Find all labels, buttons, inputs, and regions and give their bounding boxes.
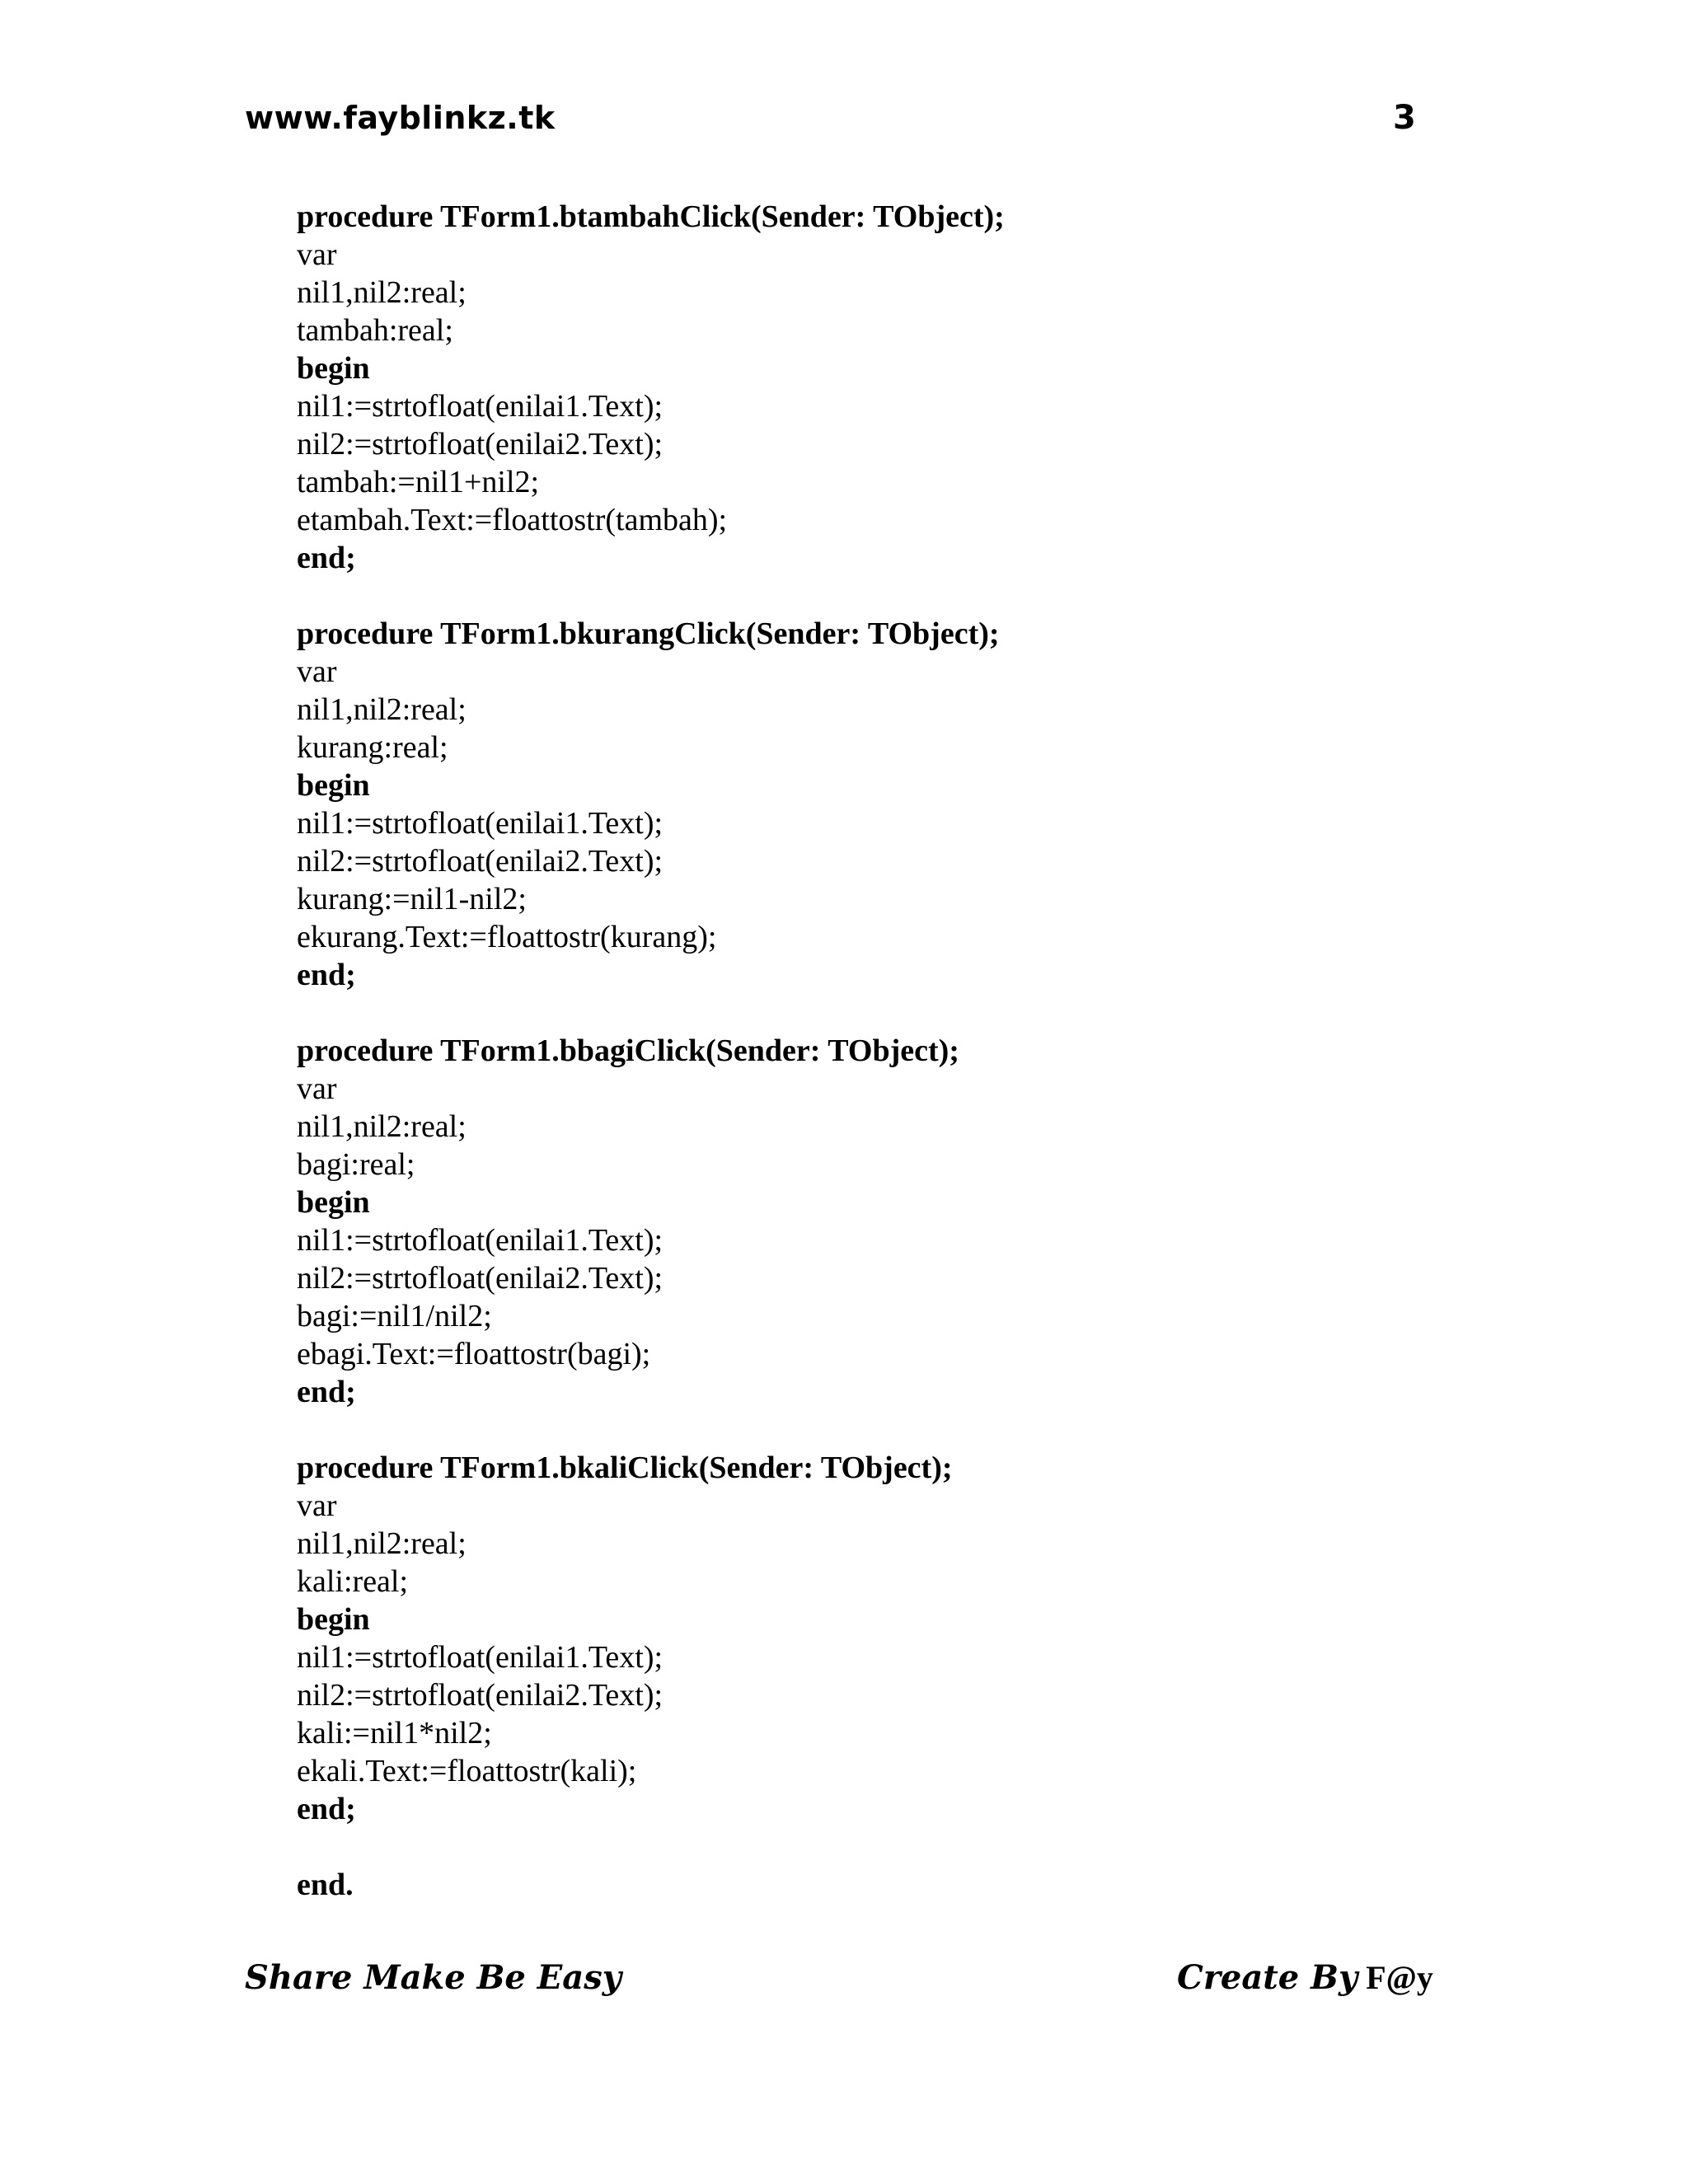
procedure-block: [297, 198, 1533, 577]
program-end: end.: [297, 1868, 354, 1902]
code-line: procedure TForm1.btambahClick(Sender: TObject);: [297, 199, 1005, 234]
code-line: ebagi.Text:=floattostr(bagi);: [297, 1337, 651, 1371]
code-line: var: [297, 654, 337, 689]
code-line: var: [297, 237, 337, 272]
code-line: var: [297, 1071, 337, 1106]
code-line: ekali.Text:=floattostr(kali);: [297, 1754, 637, 1788]
code-line: nil1,nil2:real;: [297, 1526, 467, 1561]
code-line: end;: [297, 1792, 356, 1826]
code-line: nil1,nil2:real;: [297, 275, 467, 310]
code-line: nil2:=strtofloat(enilai2.Text);: [297, 1678, 663, 1713]
code-line: nil1:=strtofloat(enilai1.Text);: [297, 806, 663, 841]
code-line: end;: [297, 958, 356, 992]
code-line: bagi:real;: [297, 1147, 415, 1182]
code-line: nil2:=strtofloat(enilai2.Text);: [297, 427, 663, 462]
code-line: begin: [297, 1185, 370, 1220]
code-line: etambah.Text:=floattostr(tambah);: [297, 503, 728, 537]
footer-credit: [1177, 1953, 1433, 2003]
code-line: end;: [297, 541, 356, 575]
code-line: tambah:=nil1+nil2;: [297, 465, 540, 499]
code-line: tambah:real;: [297, 313, 453, 348]
code-line: nil1:=strtofloat(enilai1.Text);: [297, 1223, 663, 1258]
footer-credit-author: F@y: [1366, 1959, 1433, 1996]
footer-tagline: Share Make Be Easy: [245, 1958, 621, 1997]
code-line: nil1,nil2:real;: [297, 692, 467, 727]
code-line: kurang:=nil1-nil2;: [297, 882, 527, 916]
code-line: begin: [297, 1602, 370, 1637]
code-line: begin: [297, 768, 370, 803]
code-line: kali:=nil1*nil2;: [297, 1716, 492, 1750]
code-line: procedure TForm1.bbagiClick(Sender: TObject);: [297, 1033, 959, 1068]
code-listing: [297, 198, 1533, 1904]
code-line: end;: [297, 1375, 356, 1409]
page-number: 3: [1393, 99, 1416, 137]
code-line: nil1:=strtofloat(enilai1.Text);: [297, 389, 663, 424]
code-line: nil2:=strtofloat(enilai2.Text);: [297, 844, 663, 879]
code-line: procedure TForm1.bkurangClick(Sender: TObject);: [297, 616, 1000, 651]
procedure-block: [297, 1032, 1533, 1411]
header-site-url: www.fayblinkz.tk: [245, 100, 556, 136]
code-line: kurang:real;: [297, 730, 448, 765]
code-line: ekurang.Text:=floattostr(kurang);: [297, 920, 717, 954]
code-line: nil1:=strtofloat(enilai1.Text);: [297, 1640, 663, 1675]
code-line: bagi:=nil1/nil2;: [297, 1299, 492, 1333]
procedure-block: [297, 1449, 1533, 1828]
code-line: nil1,nil2:real;: [297, 1109, 467, 1144]
code-line: kali:real;: [297, 1564, 409, 1599]
procedure-block: [297, 615, 1533, 994]
procedure-list: [297, 198, 1533, 1828]
code-line: begin: [297, 351, 370, 386]
code-line: procedure TForm1.bkaliClick(Sender: TObject);: [297, 1451, 953, 1485]
footer-credit-label: Create By: [1177, 1958, 1358, 1997]
code-line: nil2:=strtofloat(enilai2.Text);: [297, 1261, 663, 1296]
code-line: var: [297, 1488, 337, 1523]
